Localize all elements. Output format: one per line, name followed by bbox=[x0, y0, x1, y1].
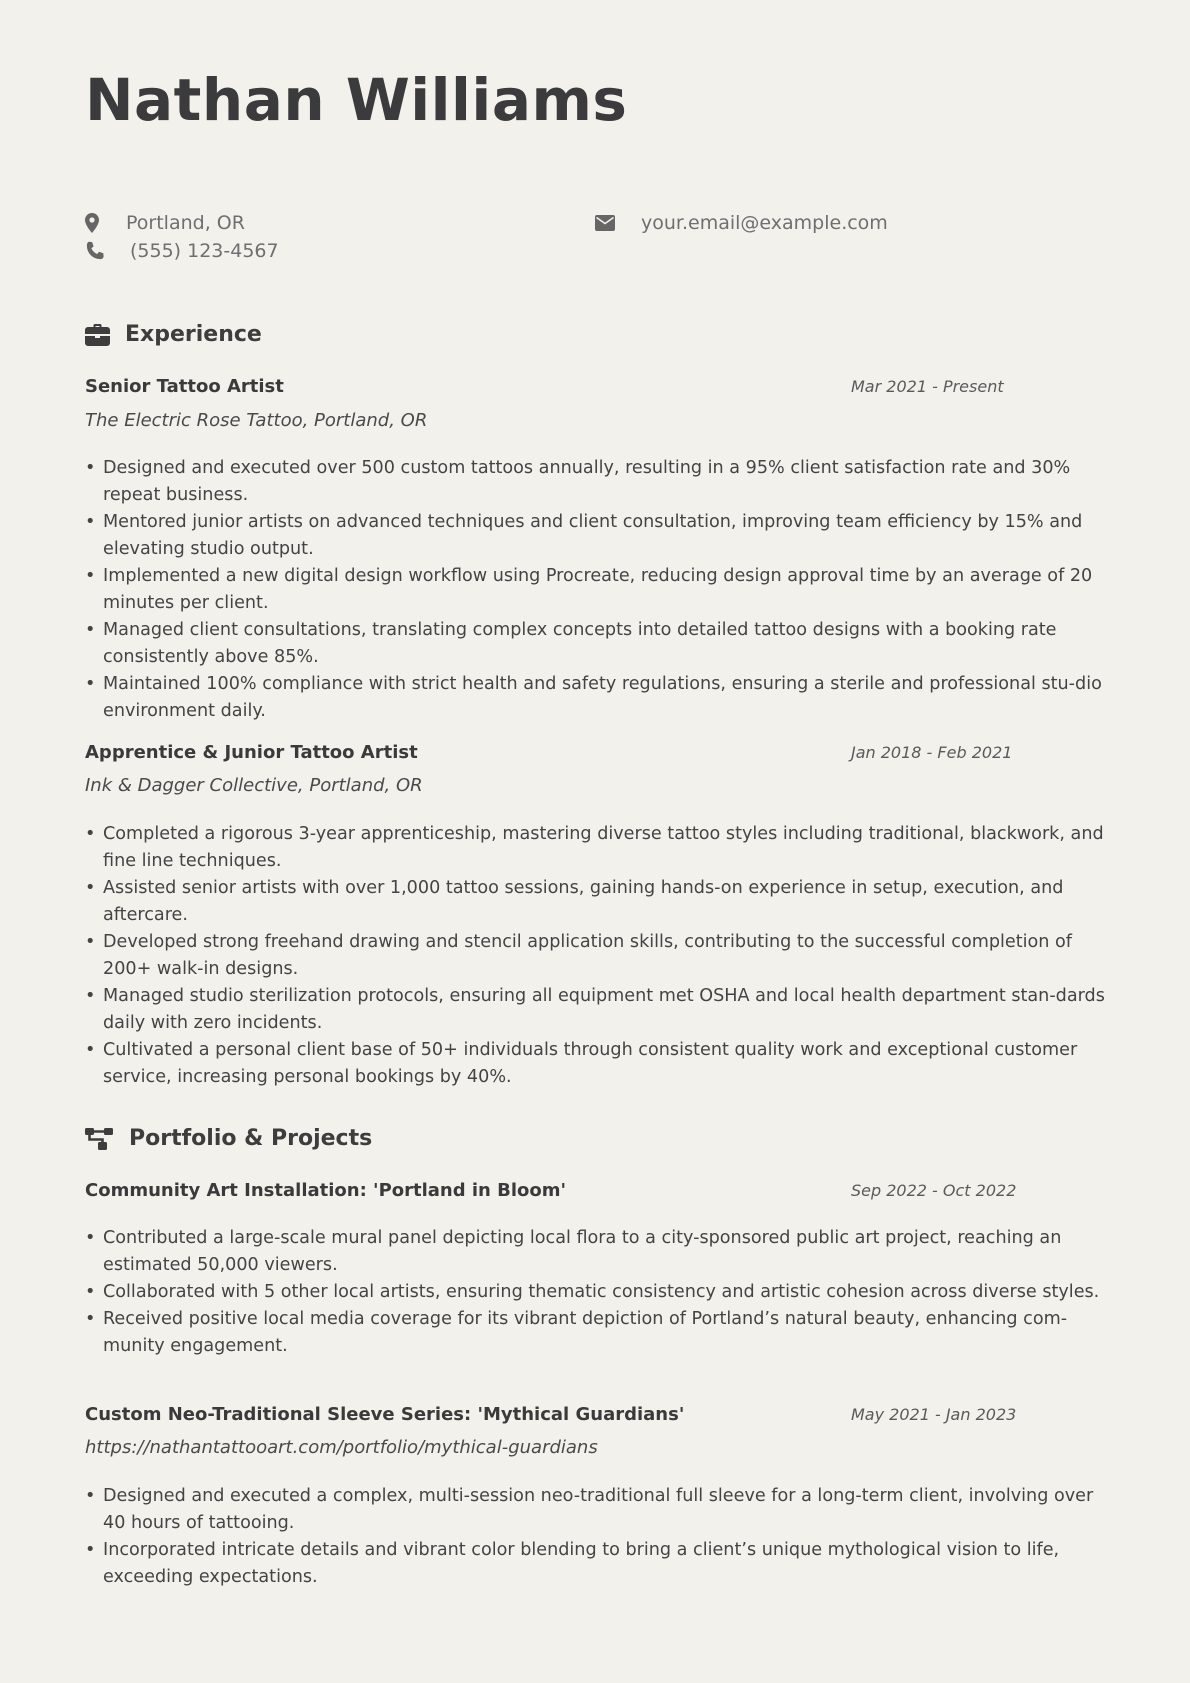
list-item: • Managed client consultations, translating complex concepts into detailed tattoo designs with a booking rate consistently above 85%. bbox=[85, 617, 1110, 671]
experience-section-heading bbox=[85, 322, 262, 347]
project-title: Community Art Installation: 'Portland in Bloom' bbox=[85, 1180, 567, 1201]
list-item: • Maintained 100% compliance with strict health and safety regulations, ensuring a sterile and professional stu-dio environment daily. bbox=[85, 671, 1110, 725]
list-item: • Managed studio sterilization protocols, ensuring all equipment met OSHA and local health department stan-dards daily with zero incidents. bbox=[85, 983, 1110, 1037]
job-bullets bbox=[85, 821, 1110, 1091]
map-marker-icon bbox=[85, 212, 107, 234]
job-bullets bbox=[85, 455, 1110, 725]
list-item: • Designed and executed a complex, multi-session neo-traditional full sleeve for a long-term client, involving over 40 hours of tattooing. bbox=[85, 1483, 1110, 1537]
list-item: • Assisted senior artists with over 1,000 tattoo sessions, gaining hands-on experience in setup, execution, and aftercare. bbox=[85, 875, 1110, 929]
experience-heading: Experience bbox=[125, 322, 262, 347]
job-company: Ink & Dagger Collective, Portland, OR bbox=[85, 775, 423, 796]
job-title: Apprentice & Junior Tattoo Artist bbox=[85, 742, 418, 763]
phone-text: (555) 123-4567 bbox=[130, 240, 279, 262]
list-item: • Incorporated intricate details and vibrant color blending to bring a client’s unique mythological vision to life, exceeding expectations. bbox=[85, 1537, 1110, 1591]
phone-icon bbox=[85, 240, 107, 262]
sitemap-icon bbox=[85, 1128, 113, 1150]
job-title: Senior Tattoo Artist bbox=[85, 376, 284, 397]
job-dates: Jan 2018 - Feb 2021 bbox=[851, 743, 1013, 762]
list-item: • Mentored junior artists on advanced techniques and client consultation, improving team efficiency by 15% and elevating studio output. bbox=[85, 509, 1110, 563]
job-company: The Electric Rose Tattoo, Portland, OR bbox=[85, 410, 428, 431]
candidate-name: Nathan Williams bbox=[85, 66, 628, 134]
list-item: • Completed a rigorous 3-year apprenticeship, mastering diverse tattoo styles including traditional, blackwork, and fine line techniques. bbox=[85, 821, 1110, 875]
contact-location bbox=[85, 212, 245, 234]
project-dates: Sep 2022 - Oct 2022 bbox=[851, 1181, 1017, 1200]
list-item: • Developed strong freehand drawing and stencil application skills, contributing to the successful completion of 200+ walk-in designs. bbox=[85, 929, 1110, 983]
projects-heading: Portfolio & Projects bbox=[129, 1126, 373, 1151]
location-text: Portland, OR bbox=[126, 212, 245, 234]
project-bullets bbox=[85, 1225, 1110, 1360]
list-item: • Collaborated with 5 other local artists, ensuring thematic consistency and artistic cohesion across diverse styles. bbox=[85, 1279, 1110, 1306]
briefcase-icon bbox=[85, 324, 110, 346]
list-item: • Cultivated a personal client base of 50+ individuals through consistent quality work and exceptional customer service, increasing personal bookings by 40%. bbox=[85, 1037, 1110, 1091]
envelope-icon bbox=[595, 212, 617, 234]
project-title: Custom Neo-Traditional Sleeve Series: 'Mythical Guardians' bbox=[85, 1404, 685, 1425]
list-item: • Implemented a new digital design workflow using Procreate, reducing design approval time by an average of 20 minutes per client. bbox=[85, 563, 1110, 617]
email-link[interactable]: your.email@example.com bbox=[641, 212, 888, 234]
project-dates: May 2021 - Jan 2023 bbox=[851, 1405, 1017, 1424]
contact-email bbox=[595, 212, 888, 234]
list-item: • Contributed a large-scale mural panel depicting local flora to a city-sponsored public art project, reaching an estimated 50,000 viewers. bbox=[85, 1225, 1110, 1279]
list-item: • Received positive local media coverage for its vibrant depiction of Portland’s natural beauty, enhancing com-munity engagement. bbox=[85, 1306, 1110, 1360]
list-item: • Designed and executed over 500 custom tattoos annually, resulting in a 95% client satisfaction rate and 30% repeat business. bbox=[85, 455, 1110, 509]
job-dates: Mar 2021 - Present bbox=[851, 377, 1004, 396]
project-link[interactable]: https://nathantattooart.com/portfolio/mythical-guardians bbox=[85, 1437, 598, 1458]
projects-section-heading bbox=[85, 1126, 372, 1151]
contact-phone bbox=[85, 240, 279, 262]
project-bullets bbox=[85, 1483, 1110, 1591]
